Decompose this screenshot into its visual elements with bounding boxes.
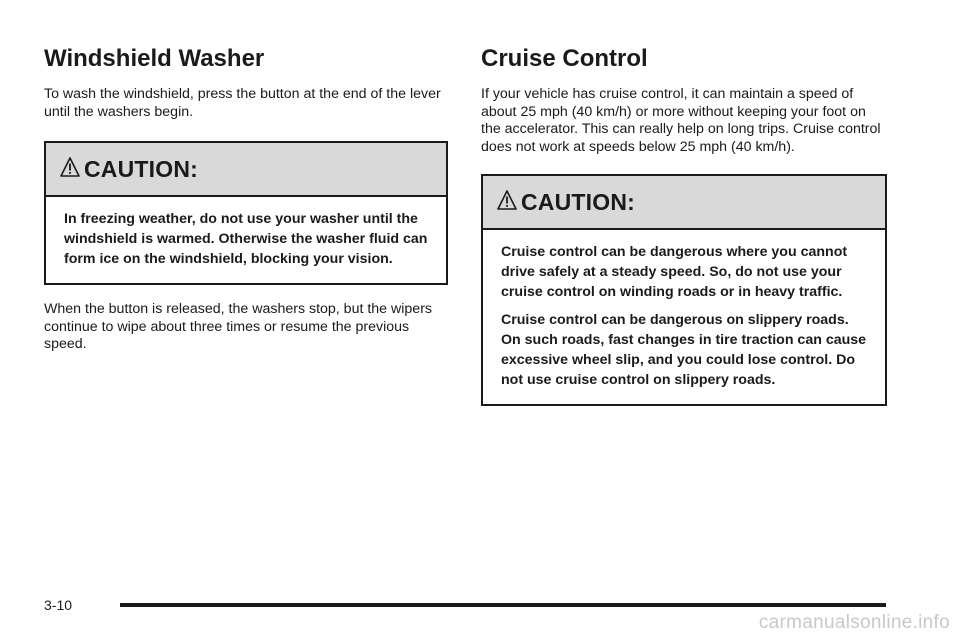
page-number: 3-10	[44, 597, 73, 613]
intro-paragraph: To wash the windshield, press the button at the end of the lever until the washers begin.	[44, 86, 441, 120]
caution-text: In freezing weather, do not use your washer until the windshield is warmed. Otherwise the washer fluid can form ice on the windshield, blocking your vision.	[64, 211, 428, 268]
caution-title: CAUTION:	[84, 155, 199, 182]
footer-rule	[120, 603, 886, 607]
caution-text: Cruise control can be dangerous where you cannot drive safely at a steady speed. So, do not use your cruise control on winding roads or in heavy traffic.	[501, 244, 848, 301]
section-cruise-control	[481, 44, 887, 406]
caution-header	[46, 143, 446, 197]
watermark: carmanualsonline.info	[758, 612, 950, 633]
caution-body	[483, 230, 885, 404]
caution-text: Cruise control can be dangerous on slippery roads. On such roads, fast changes in tire traction can cause excessive wheel slip, and you could lose control. Do not use cruise control on slippery roads.	[501, 312, 867, 389]
caution-body	[46, 197, 446, 283]
section-heading: Windshield Washer	[44, 45, 265, 72]
section-heading: Cruise Control	[481, 45, 648, 72]
caution-header	[483, 176, 885, 230]
section-windshield-washer	[44, 44, 448, 354]
caution-title: CAUTION:	[521, 188, 636, 215]
caution-box	[44, 141, 448, 285]
intro-paragraph: If your vehicle has cruise control, it can maintain a speed of about 25 mph (40 km/h) or more without keeping your foot on the accelerator. This can really help on long trips. Cruise control does not work at speeds below 25 mph (40 km/h).	[481, 86, 881, 155]
warning-triangle-icon	[497, 189, 517, 211]
warning-triangle-icon	[60, 156, 80, 178]
after-paragraph: When the button is released, the washers stop, but the wipers continue to wipe about three times or resume the previous speed.	[44, 301, 433, 353]
caution-box	[481, 174, 887, 406]
